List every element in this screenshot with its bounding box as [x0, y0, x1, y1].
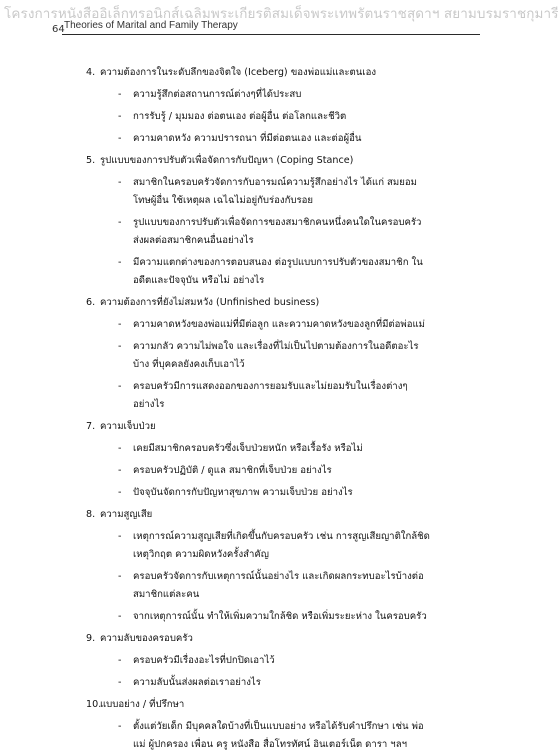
dash-marker: - [118, 89, 122, 100]
dash-marker: - [118, 133, 122, 144]
sub-bullet-text: ครอบครัวปฏิบัติ / ดูแล สมาชิกที่เจ็บป่วย อย่างไร [133, 465, 332, 476]
sub-bullet-text: ครอบครัวจัดการกับเหตุการณ์นั้นอย่างไร และเกิดผลกระทบอะไรบ้างต่อสมาชิกแต่ละคน [133, 571, 424, 600]
item-number: 5. [86, 155, 96, 166]
item-number: 6. [86, 297, 96, 308]
dash-marker: - [118, 611, 122, 622]
item-number: 7. [86, 421, 96, 432]
sub-bullet [0, 172, 480, 212]
dash-marker: - [118, 465, 122, 476]
running-title: Theories of Marital and Family Therapy [64, 20, 238, 31]
sub-bullet-text: ความลับนั้นส่งผลต่อเราอย่างไร [133, 677, 261, 688]
dash-marker: - [118, 341, 122, 352]
sub-bullet-text: มีความแตกต่างของการตอบสนอง ต่อรูปแบบการปรับตัวของสมาชิก ในอดีตและปัจจุบัน หรือไม่ อย่างไร [133, 257, 423, 286]
sub-bullet [0, 482, 480, 504]
sub-bullet-text: สมาชิกในครอบครัวจัดการกับอารมณ์ความรู้สึกอย่างไร ได้แก่ สมยอม โทษผู้อื่น ใช้เหตุผล เฉไฉไม่อยู่กับร่องกับรอย [133, 177, 417, 206]
watermark: โครงการหนังสืออิเล็กทรอนิกส์เฉลิมพระเกียรติสมเด็จพระเทพรัตนราชสุดาฯ สยามบรมราชกุมารี [4, 6, 559, 22]
item-heading [0, 504, 480, 526]
item-number: 4. [86, 67, 96, 78]
dash-marker: - [118, 531, 122, 542]
item-heading [0, 150, 480, 172]
item-title: รูปแบบของการปรับตัวเพื่อจัดการกับปัญหา (Coping Stance) [100, 155, 354, 166]
page-header [0, 20, 480, 40]
dash-marker: - [118, 177, 122, 188]
dash-marker: - [118, 721, 122, 732]
sub-bullet [0, 314, 480, 336]
dash-marker: - [118, 677, 122, 688]
sub-bullet [0, 128, 480, 150]
sub-bullet [0, 84, 480, 106]
dash-marker: - [118, 217, 122, 228]
item-heading [0, 628, 480, 650]
dash-marker: - [118, 257, 122, 268]
sub-bullet-text: เคยมีสมาชิกครอบครัวซึ่งเจ็บป่วยหนัก หรือเรื้อรัง หรือไม่ [133, 443, 363, 454]
sub-bullet [0, 336, 480, 376]
sub-bullet [0, 526, 480, 566]
sub-bullet [0, 606, 480, 628]
list-item [0, 62, 480, 150]
sub-bullet [0, 106, 480, 128]
sub-bullet-text: ตั้งแต่วัยเด็ก มีบุคคลใดบ้างที่เป็นแบบอย่าง หรือได้รับคำปรึกษา เช่น พ่อแม่ ผู้ปกครอง เพื่อน ครู หนังสือ สื่อโทรทัศน์ อินเตอร์เน็ต ดารา ฯลฯ [133, 721, 424, 750]
item-number: 9. [86, 633, 96, 644]
dash-marker: - [118, 443, 122, 454]
list-item [0, 628, 480, 694]
sub-bullet [0, 672, 480, 694]
list-item [0, 150, 480, 292]
header-rule [62, 34, 480, 35]
sub-bullet-text: ปัจจุบันจัดการกับปัญหาสุขภาพ ความเจ็บป่วย อย่างไร [133, 487, 353, 498]
dash-marker: - [118, 381, 122, 392]
item-title: ความต้องการในระดับลึกของจิตใจ (Iceberg) ของพ่อแม่และตนเอง [100, 67, 377, 78]
list-item [0, 504, 480, 628]
dash-marker: - [118, 319, 122, 330]
sub-bullet-text: ความคาดหวังของพ่อแม่ที่มีต่อลูก และความคาดหวังของลูกที่มีต่อพ่อแม่ [133, 319, 426, 330]
sub-bullet-text: ความคาดหวัง ความปรารถนา ที่มีต่อตนเอง และต่อผู้อื่น [133, 133, 362, 144]
sub-bullet [0, 716, 480, 756]
sub-bullet [0, 566, 480, 606]
sub-bullet [0, 650, 480, 672]
item-title: ความต้องการที่ยังไม่สมหวัง (Unfinished business) [100, 297, 320, 308]
sub-bullet [0, 438, 480, 460]
page-number: 64 [52, 24, 65, 35]
item-heading [0, 292, 480, 314]
sub-bullet-text: ครอบครัวมีการแสดงออกของการยอมรับและไม่ยอมรับในเรื่องต่างๆอย่างไร [133, 381, 408, 410]
item-title: ความสูญเสีย [100, 509, 153, 520]
sub-bullet-text: ความกลัว ความไม่พอใจ และเรื่องที่ไม่เป็นไปตามต้องการในอดีตอะไรบ้าง ที่บุคคลยังคงเก็บเอาไว้ [133, 341, 419, 370]
sub-bullet [0, 376, 480, 416]
sub-bullet-text: ความรู้สึกต่อสถานการณ์ต่างๆที่ได้ประสบ [133, 89, 302, 100]
item-heading [0, 62, 480, 84]
dash-marker: - [118, 571, 122, 582]
item-title: แบบอย่าง / ที่ปรึกษา [100, 699, 185, 710]
dash-marker: - [118, 655, 122, 666]
sub-bullet [0, 212, 480, 252]
sub-bullet-text: ครอบครัวมีเรื่องอะไรที่ปกปิดเอาไว้ [133, 655, 275, 666]
item-number: 8. [86, 509, 96, 520]
sub-bullet [0, 460, 480, 482]
sub-bullet-text: เหตุการณ์ความสูญเสียที่เกิดขึ้นกับครอบครัว เช่น การสูญเสียญาติใกล้ชิด เหตุวิกฤต ความผิดหวังครั้งสำคัญ [133, 531, 430, 560]
dash-marker: - [118, 487, 122, 498]
list-item [0, 694, 480, 756]
sub-bullet [0, 252, 480, 292]
dash-marker: - [118, 111, 122, 122]
item-heading [0, 694, 480, 716]
sub-bullet-text: รูปแบบของการปรับตัวเพื่อจัดการของสมาชิกคนหนึ่งคนใดในครอบครัว ส่งผลต่อสมาชิกคนอื่นอย่างไร [133, 217, 422, 246]
page-body [0, 62, 480, 756]
sub-bullet-text: การรับรู้ / มุมมอง ต่อตนเอง ต่อผู้อื่น ต่อโลกและชีวิต [133, 111, 347, 122]
item-heading [0, 416, 480, 438]
item-title: ความลับของครอบครัว [100, 633, 193, 644]
sub-bullet-text: จากเหตุการณ์นั้น ทำให้เพิ่มความใกล้ชิด หรือเพิ่มระยะห่าง ในครอบครัว [133, 611, 427, 622]
item-number: 10. [86, 699, 102, 710]
list-item [0, 416, 480, 504]
list-item [0, 292, 480, 416]
item-title: ความเจ็บป่วย [100, 421, 156, 432]
